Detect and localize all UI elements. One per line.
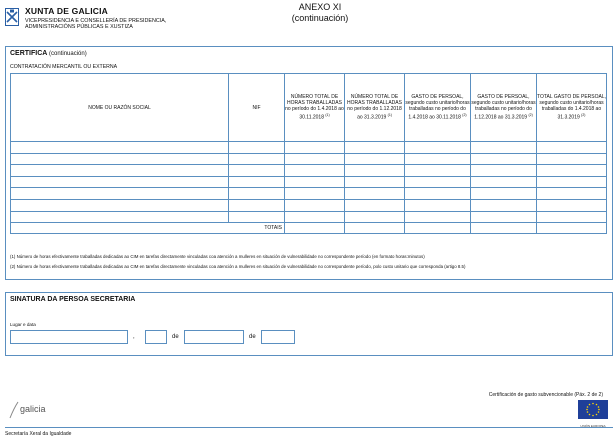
xunta-logo xyxy=(5,5,205,37)
total-cost-2018-cell[interactable] xyxy=(405,223,471,234)
signature-title: SINATURA DA PERSOA SECRETARIA xyxy=(10,296,136,303)
galicia-brand-text: galicia xyxy=(20,404,46,414)
footnote-1: (1) Número de horas efectivamente traballadas dedicadas ao CIM en tarefas directamente vinculadas coa atención a mulleres en situación de vulnerabilidade no correspondente período (en formato horas:minutos) xyxy=(10,254,425,259)
cell-name[interactable] xyxy=(11,188,229,200)
cell-nif[interactable] xyxy=(229,188,285,200)
table-row xyxy=(11,188,607,200)
cell-hours-2019[interactable] xyxy=(345,142,405,154)
cell-nif[interactable] xyxy=(229,142,285,154)
cell-cost-2018[interactable] xyxy=(405,211,471,223)
table-row xyxy=(11,211,607,223)
footer-rule xyxy=(5,427,613,428)
cell-cost-2018[interactable] xyxy=(405,199,471,211)
eu-flag-icon xyxy=(578,400,608,419)
cell-name[interactable] xyxy=(11,211,229,223)
annex-heading xyxy=(270,2,370,24)
place-input[interactable] xyxy=(10,330,128,344)
cell-nif[interactable] xyxy=(229,165,285,177)
cell-cost-2019[interactable] xyxy=(471,142,537,154)
cell-hours-2019[interactable] xyxy=(345,211,405,223)
certifica-title: CERTIFICA (continuación) xyxy=(10,50,87,57)
total-hours-2018-cell[interactable] xyxy=(285,223,345,234)
col-header-name: NOME OU RAZÓN SOCIAL xyxy=(11,74,229,142)
cell-hours-2018[interactable] xyxy=(285,199,345,211)
cell-hours-2018[interactable] xyxy=(285,142,345,154)
col-header-cost-2019: GASTO DE PERSOAL, segundo custo unitario/horas traballadas no período do 1.12.2018 ao 31.3.2019 $^{(2)}$ xyxy=(471,74,537,142)
place-date-label: Lugar e data xyxy=(10,322,36,327)
cell-total-cost[interactable] xyxy=(537,211,607,223)
annex-title: ANEXO XI xyxy=(298,2,342,12)
cell-cost-2019[interactable] xyxy=(471,165,537,177)
cell-hours-2019[interactable] xyxy=(345,176,405,188)
cell-cost-2018[interactable] xyxy=(405,188,471,200)
de-label-1: de xyxy=(172,334,179,340)
cell-total-cost[interactable] xyxy=(537,165,607,177)
cell-cost-2019[interactable] xyxy=(471,176,537,188)
cell-hours-2019[interactable] xyxy=(345,153,405,165)
grand-total-cell[interactable] xyxy=(537,223,607,234)
totals-label: TOTAIS xyxy=(11,223,285,234)
cell-hours-2018[interactable] xyxy=(285,176,345,188)
cell-nif[interactable] xyxy=(229,153,285,165)
total-hours-2019-cell[interactable] xyxy=(345,223,405,234)
table-row xyxy=(11,199,607,211)
cell-cost-2018[interactable] xyxy=(405,176,471,188)
year-input[interactable] xyxy=(261,330,295,344)
de-label-2: de xyxy=(249,334,256,340)
col-header-hours-2018: NÚMERO TOTAL DE HORAS TRABALLADAS no período do 1.4.2018 ao 30.11.2018 $^{(1)}$ xyxy=(285,74,345,142)
cell-name[interactable] xyxy=(11,199,229,211)
cell-total-cost[interactable] xyxy=(537,199,607,211)
cell-hours-2018[interactable] xyxy=(285,188,345,200)
xunta-shield-icon xyxy=(5,8,19,26)
annex-subtitle: (continuación) xyxy=(291,13,349,23)
col-header-hours-2019: NÚMERO TOTAL DE HORAS TRABALLADAS no período do 1.12.2018 ao 31.3.2019 $^{(1)}$ xyxy=(345,74,405,142)
contract-subheading: CONTRATACIÓN MERCANTIL OU EXTERNA xyxy=(10,64,118,70)
cell-name[interactable] xyxy=(11,165,229,177)
cell-hours-2018[interactable] xyxy=(285,211,345,223)
org-name: XUNTA DE GALICIA xyxy=(25,6,109,16)
cell-total-cost[interactable] xyxy=(537,142,607,154)
table-row xyxy=(11,165,607,177)
cell-total-cost[interactable] xyxy=(537,188,607,200)
cell-hours-2018[interactable] xyxy=(285,153,345,165)
galicia-brand-logo xyxy=(8,400,68,422)
col-header-total-cost: TOTAL GASTO DE PERSOAL, segundo custo unitario/horas traballadas do 1.4.2018 ao 31.3.2019 $^{(2)}$ xyxy=(537,74,607,142)
department-name: Secretaría Xeral da Igualdade xyxy=(5,431,72,437)
expenses-table xyxy=(10,73,607,234)
footnote-2: (2) Número de horas efectivamente traballadas dedicadas ao CIM en tarefas directamente vinculadas coa atención a mulleres en situación de vulnerabilidade no correspondente período, polo custo unitario que corresponda (artigo 8.5) xyxy=(10,264,466,269)
cell-total-cost[interactable] xyxy=(537,176,607,188)
page-caption: Certificación de gasto subvencionable (Páx. 2 de 2) xyxy=(488,392,603,398)
totals-row xyxy=(11,223,607,234)
cell-nif[interactable] xyxy=(229,211,285,223)
day-input[interactable] xyxy=(145,330,167,344)
cell-cost-2018[interactable] xyxy=(405,142,471,154)
cell-hours-2019[interactable] xyxy=(345,188,405,200)
total-cost-2019-cell[interactable] xyxy=(471,223,537,234)
cell-cost-2018[interactable] xyxy=(405,165,471,177)
cell-cost-2019[interactable] xyxy=(471,188,537,200)
col-header-nif: NIF xyxy=(229,74,285,142)
table-row xyxy=(11,142,607,154)
table-row xyxy=(11,176,607,188)
org-department: VICEPRESIDENCIA E CONSELLERÍA DE PRESIDENCIA, ADMINISTRACIÓNS PÚBLICAS E XUSTIZA xyxy=(25,18,167,31)
cell-cost-2019[interactable] xyxy=(471,211,537,223)
col-header-cost-2018: GASTO DE PERSOAL, segundo custo unitario/horas traballadas no período do 1.4.2018 ao 30.11.2018 $^{(2)}$ xyxy=(405,74,471,142)
cell-cost-2018[interactable] xyxy=(405,153,471,165)
cell-name[interactable] xyxy=(11,176,229,188)
eu-flag xyxy=(578,400,608,428)
cell-nif[interactable] xyxy=(229,176,285,188)
galicia-mark-icon xyxy=(8,400,20,420)
cell-hours-2018[interactable] xyxy=(285,165,345,177)
cell-name[interactable] xyxy=(11,153,229,165)
cell-total-cost[interactable] xyxy=(537,153,607,165)
comma-separator: , xyxy=(133,334,135,340)
cell-name[interactable] xyxy=(11,142,229,154)
table-row xyxy=(11,153,607,165)
cell-cost-2019[interactable] xyxy=(471,153,537,165)
cell-hours-2019[interactable] xyxy=(345,199,405,211)
cell-nif[interactable] xyxy=(229,199,285,211)
month-input[interactable] xyxy=(184,330,244,344)
eu-caption: UNIÓN EUROPEA xyxy=(580,424,606,428)
cell-cost-2019[interactable] xyxy=(471,199,537,211)
cell-hours-2019[interactable] xyxy=(345,165,405,177)
table-header-row xyxy=(11,74,607,142)
